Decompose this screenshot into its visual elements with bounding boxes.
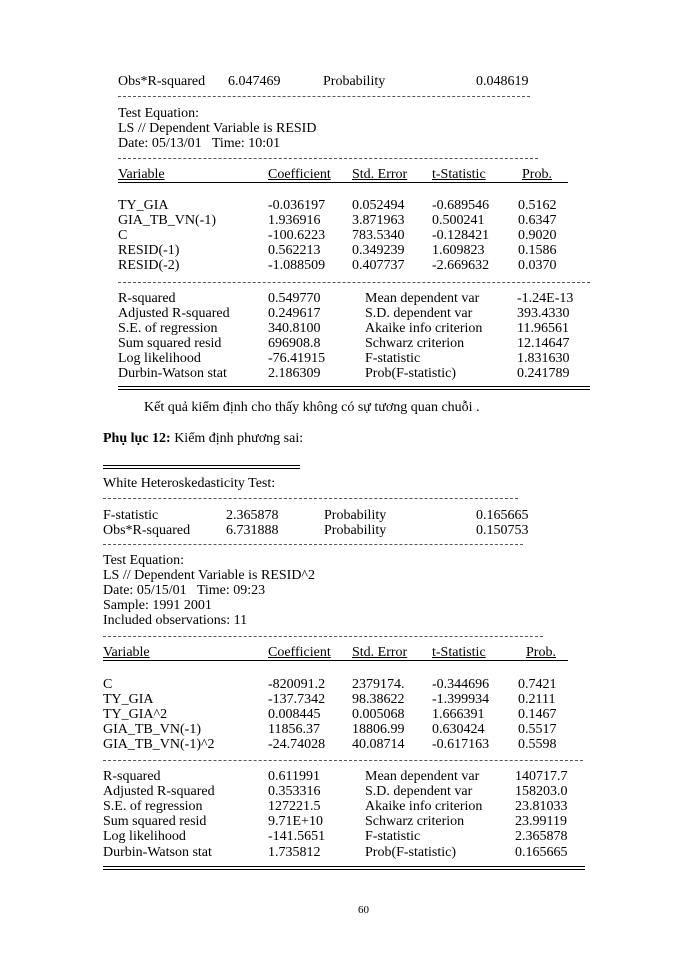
stat-label: R-squared [118, 291, 176, 306]
divider [103, 498, 518, 499]
table-row-coefficient: -820091.2 [268, 677, 326, 692]
table-row-variable: TY_GIA [103, 692, 154, 707]
stat-value: -1.24E-13 [517, 291, 574, 306]
table-row-t-statistic: 1.609823 [432, 243, 485, 258]
stat-label: Prob(F-statistic) [365, 366, 456, 381]
date-time-line: Date: 05/15/01 Time: 09:23 [103, 583, 266, 598]
stat-value: 2.365878 [515, 829, 568, 844]
table-row-variable: TY_GIA^2 [103, 707, 168, 722]
stat-label: Schwarz criterion [365, 336, 465, 351]
table-row-coefficient: 0.562213 [268, 243, 321, 258]
table-row-t-statistic: 0.500241 [432, 213, 485, 228]
stat-value: 2.186309 [268, 366, 321, 381]
stat-value: 340.8100 [268, 321, 321, 336]
stat-value: 23.81033 [515, 799, 568, 814]
appendix-label: Phụ lục 12: [103, 431, 171, 446]
probability-label: Probability [324, 508, 387, 523]
stat-value: 0.353316 [268, 784, 321, 799]
table-row-coefficient: -137.7342 [268, 692, 326, 707]
stat-label: R-squared [103, 769, 161, 784]
table-row-std-error: 0.005068 [352, 707, 405, 722]
stat-value: 127221.5 [268, 799, 321, 814]
table-row-prob: 0.2111 [518, 692, 556, 707]
table-row-variable: GIA_TB_VN(-1) [103, 722, 201, 737]
table-row-variable: C [103, 677, 113, 692]
obs-r-squared-label: Obs*R-squared [103, 523, 191, 538]
table-row-std-error: 3.871963 [352, 213, 405, 228]
stat-label: Mean dependent var [365, 291, 480, 306]
table-row-std-error: 0.349239 [352, 243, 405, 258]
table-row-variable: RESID(-2) [118, 258, 180, 273]
table-row-prob: 0.1586 [518, 243, 557, 258]
appendix-heading [103, 431, 303, 446]
stat-value: 11.96561 [517, 321, 569, 336]
table-row-variable: C [118, 228, 128, 243]
probability-label: Probability [323, 74, 386, 89]
table-row-std-error: 783.5340 [352, 228, 405, 243]
stat-label: S.D. dependent var [365, 784, 473, 799]
f-statistic-label: F-statistic [103, 508, 159, 523]
table-row-t-statistic: 1.666391 [432, 707, 485, 722]
obs-r-squared-label: Obs*R-squared [118, 74, 206, 89]
stat-label: Adjusted R-squared [103, 784, 215, 799]
col-header-variable: Variable [118, 167, 165, 182]
stat-label: Mean dependent var [365, 769, 480, 784]
table-row-prob: 0.0370 [518, 258, 557, 273]
table-row-t-statistic: 0.630424 [432, 722, 485, 737]
stat-label: F-statistic [365, 351, 421, 366]
stat-label: Schwarz criterion [365, 814, 465, 829]
stat-value: 23.99119 [515, 814, 567, 829]
table-row-t-statistic: -1.399934 [432, 692, 490, 707]
stat-label: Akaike info criterion [365, 799, 483, 814]
header-underline [118, 182, 568, 183]
stat-label: Log likelihood [103, 829, 186, 844]
table-row-coefficient: -0.036197 [268, 198, 326, 213]
stat-label: S.D. dependent var [365, 306, 473, 321]
table-row-t-statistic: -0.617163 [432, 737, 490, 752]
date-time-line: Date: 05/13/01 Time: 10:01 [118, 136, 281, 151]
table-row-variable: GIA_TB_VN(-1) [118, 213, 216, 228]
col-header-coefficient: Coefficient [268, 645, 331, 660]
stat-value: 1.735812 [268, 845, 321, 860]
col-header-prob: Prob. [526, 645, 556, 660]
white-test-title: White Heteroskedasticity Test: [103, 476, 276, 491]
divider [118, 158, 538, 159]
table-row-t-statistic: -0.128421 [432, 228, 490, 243]
table-row-prob: 0.1467 [518, 707, 557, 722]
divider [118, 282, 590, 283]
table-row-coefficient: 11856.37 [268, 722, 320, 737]
double-rule [118, 386, 590, 390]
test-equation-heading: Test Equation: [103, 553, 185, 568]
test-equation-heading: Test Equation: [118, 106, 200, 121]
header-underline [103, 660, 568, 661]
stat-value: 0.611991 [268, 769, 320, 784]
included-observations-line: Included observations: 11 [103, 613, 248, 628]
double-rule [103, 465, 300, 469]
divider [118, 96, 530, 97]
stat-value: 393.4330 [517, 306, 570, 321]
table-row-coefficient: 1.936916 [268, 213, 321, 228]
stat-label: Durbin-Watson stat [118, 366, 227, 381]
f-statistic-value: 2.365878 [226, 508, 279, 523]
col-header-std-error: Std. Error [352, 645, 408, 660]
obs-r-squared-value: 6.047469 [228, 74, 281, 89]
table-row-std-error: 0.052494 [352, 198, 405, 213]
col-header-variable: Variable [103, 645, 150, 660]
conclusion-text: Kết quả kiểm định cho thấy không có sự tương quan chuỗi . [144, 400, 480, 415]
sample-line: Sample: 1991 2001 [103, 598, 212, 613]
stat-label: Prob(F-statistic) [365, 845, 456, 860]
stat-value: 0.165665 [515, 845, 568, 860]
appendix-title: Kiểm định phương sai: [170, 431, 304, 446]
obs-r-squared-value: 6.731888 [226, 523, 279, 538]
probability-value: 0.165665 [476, 508, 529, 523]
stat-label: Sum squared resid [118, 336, 222, 351]
stat-value: -141.5651 [268, 829, 326, 844]
col-header-t-statistic: t-Statistic [432, 645, 486, 660]
table-row-prob: 0.5598 [518, 737, 557, 752]
table-row-prob: 0.9020 [518, 228, 557, 243]
table-row-prob: 0.5162 [518, 198, 557, 213]
divider [103, 544, 523, 545]
stat-label: Durbin-Watson stat [103, 845, 212, 860]
stat-label: F-statistic [365, 829, 421, 844]
table-row-prob: 0.6347 [518, 213, 557, 228]
dependent-variable-line: LS // Dependent Variable is RESID [118, 121, 317, 136]
stat-value: 0.549770 [268, 291, 321, 306]
table-row-std-error: 98.38622 [352, 692, 405, 707]
stat-label: Akaike info criterion [365, 321, 483, 336]
table-row-std-error: 18806.99 [352, 722, 405, 737]
table-row-coefficient: -1.088509 [268, 258, 326, 273]
table-row-variable: RESID(-1) [118, 243, 180, 258]
divider [103, 760, 583, 761]
dependent-variable-line: LS // Dependent Variable is RESID^2 [103, 568, 316, 583]
double-rule [103, 866, 585, 870]
stat-value: 1.831630 [517, 351, 570, 366]
page-number: 60 [358, 904, 369, 916]
stat-label: Sum squared resid [103, 814, 207, 829]
col-header-coefficient: Coefficient [268, 167, 331, 182]
divider [103, 636, 543, 637]
probability-label: Probability [324, 523, 387, 538]
stat-value: 0.241789 [517, 366, 570, 381]
table-row-std-error: 40.08714 [352, 737, 405, 752]
stat-label: S.E. of regression [103, 799, 203, 814]
table-row-prob: 0.7421 [518, 677, 557, 692]
stat-value: 158203.0 [515, 784, 568, 799]
stat-value: 696908.8 [268, 336, 321, 351]
table-row-variable: GIA_TB_VN(-1)^2 [103, 737, 215, 752]
probability-value: 0.048619 [476, 74, 529, 89]
probability-value: 0.150753 [476, 523, 529, 538]
stat-value: 9.71E+10 [268, 814, 323, 829]
col-header-prob: Prob. [522, 167, 552, 182]
table-row-t-statistic: -0.689546 [432, 198, 490, 213]
col-header-std-error: Std. Error [352, 167, 408, 182]
col-header-t-statistic: t-Statistic [432, 167, 486, 182]
table-row-t-statistic: -2.669632 [432, 258, 490, 273]
stat-value: 0.249617 [268, 306, 321, 321]
table-row-coefficient: 0.008445 [268, 707, 321, 722]
stat-label: Log likelihood [118, 351, 201, 366]
table-row-prob: 0.5517 [518, 722, 557, 737]
table-row-coefficient: -100.6223 [268, 228, 326, 243]
stat-value: 140717.7 [515, 769, 568, 784]
table-row-t-statistic: -0.344696 [432, 677, 490, 692]
stat-value: -76.41915 [268, 351, 326, 366]
stat-value: 12.14647 [517, 336, 570, 351]
table-row-coefficient: -24.74028 [268, 737, 326, 752]
table-row-std-error: 0.407737 [352, 258, 405, 273]
stat-label: S.E. of regression [118, 321, 218, 336]
stat-label: Adjusted R-squared [118, 306, 230, 321]
table-row-variable: TY_GIA [118, 198, 169, 213]
table-row-std-error: 2379174. [352, 677, 405, 692]
